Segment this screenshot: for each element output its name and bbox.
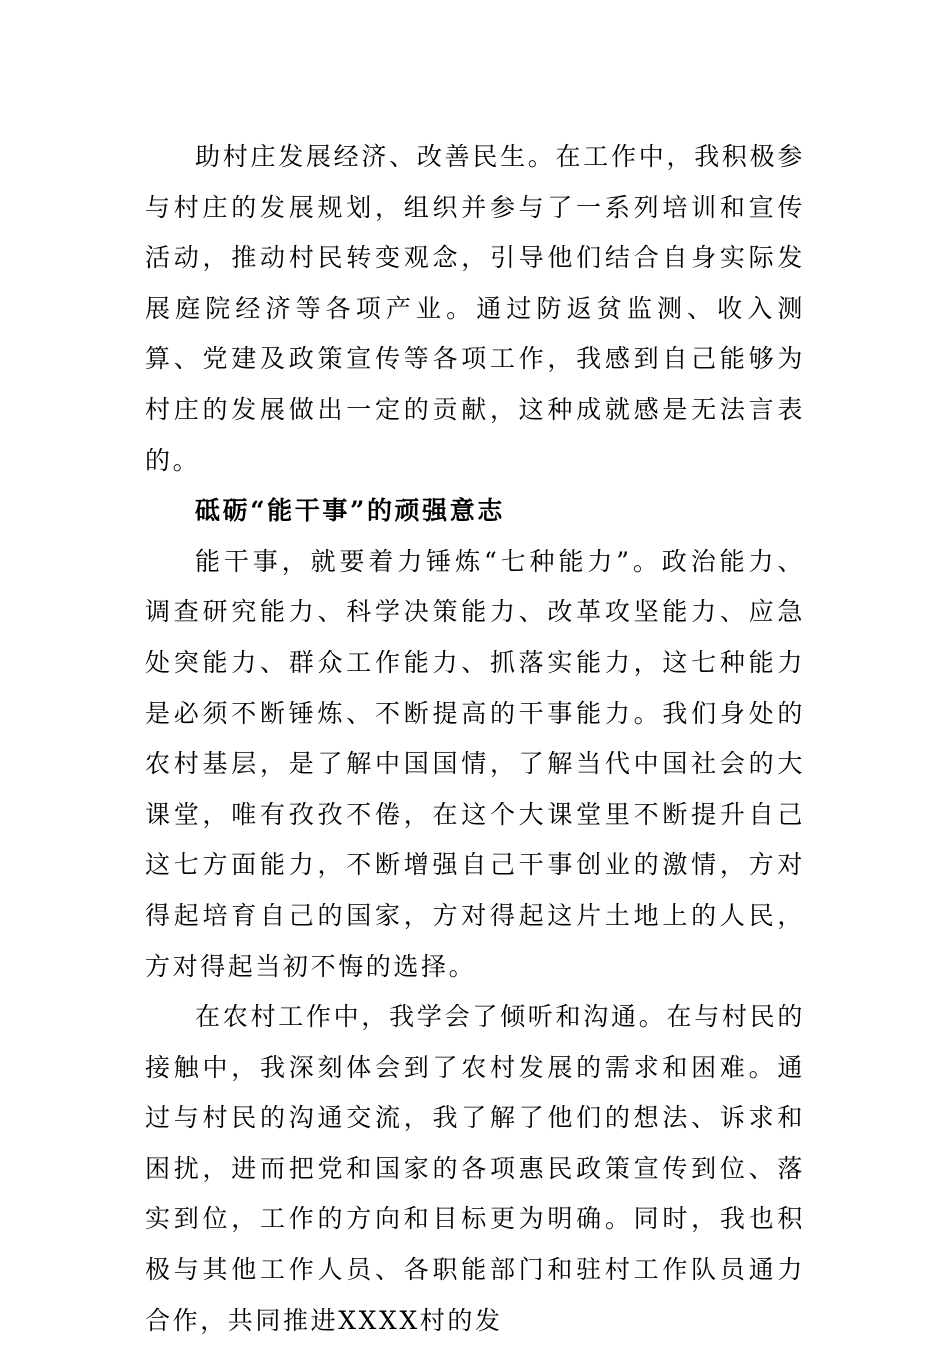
document-body bbox=[145, 132, 805, 1346]
section-heading: 砥砺“能干事”的顽强意志 bbox=[195, 496, 505, 526]
paragraph-continuation: 助村庄发展经济、改善民生。在工作中，我积极参与村庄的发展规划，组织并参与了一系列培训和宣传活动，推动村民转变观念，引导他们结合自身实际发展庭院经济等各项产业。通过防返贫监测、收入测算、党建及政策宣传等各项工作，我感到自己能够为村庄的发展做出一定的贡献，这种成就感是无法言表的。 bbox=[145, 142, 805, 475]
paragraph-seven-abilities: 能干事，就要着力锤炼“七种能力”。政治能力、调查研究能力、科学决策能力、改革攻坚能力、应急处突能力、群众工作能力、抓落实能力，这七种能力是必须不断锤炼、不断提高的干事能力。我们身处的农村基层，是了解中国国情，了解当代中国社会的大课堂，唯有孜孜不倦，在这个大课堂里不断提升自己这七方面能力，不断增强自己干事创业的激情，方对得起培育自己的国家，方对得起这片土地上的人民，方对得起当初不悔的选择。 bbox=[145, 546, 805, 981]
paragraph-listening-communication: 在农村工作中，我学会了倾听和沟通。在与村民的接触中，我深刻体会到了农村发展的需求和困难。通过与村民的沟通交流，我了解了他们的想法、诉求和困扰，进而把党和国家的各项惠民政策宣传到位、落实到位，工作的方向和目标更为明确。同时，我也积极与其他工作人员、各职能部门和驻村工作队员通力合作，共同推进XXXX村的发 bbox=[145, 1002, 805, 1335]
